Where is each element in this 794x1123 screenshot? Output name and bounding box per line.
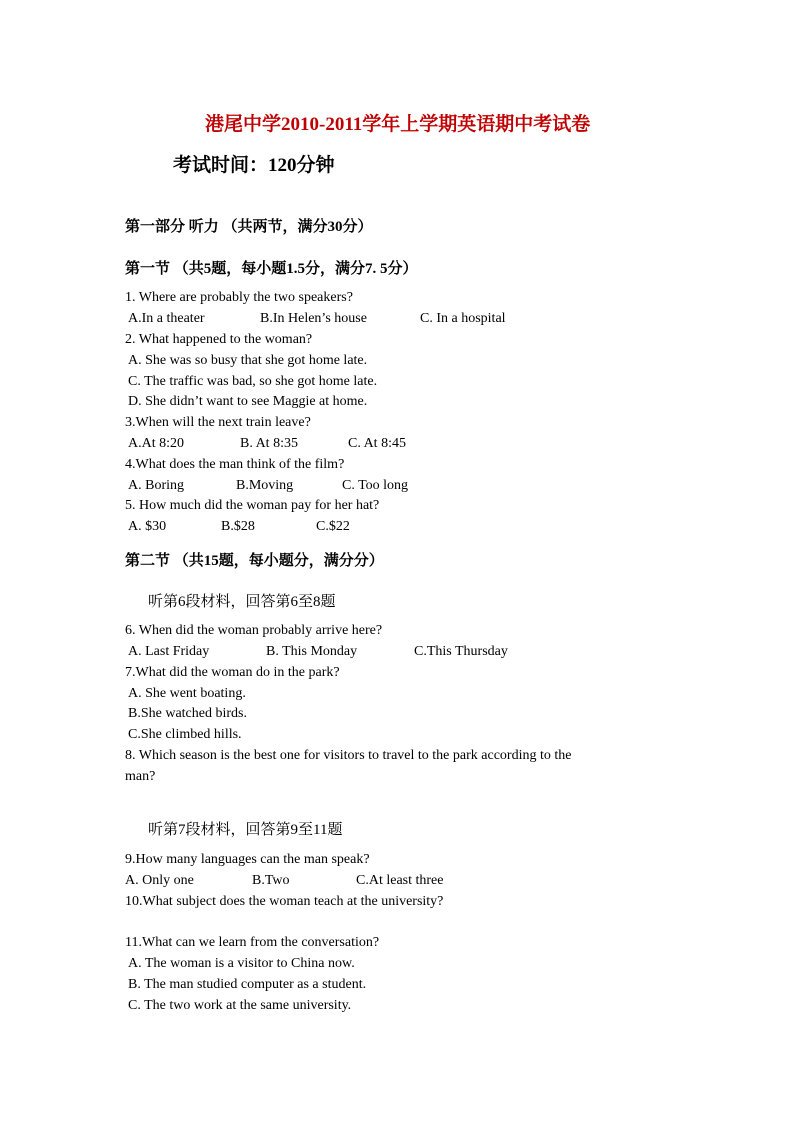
q7-option-c: C.She climbed hills. xyxy=(128,727,242,742)
section2-heading: 第二节 （共15题，每小题分，满分分） xyxy=(125,553,384,569)
q4-option-a: A. Boring xyxy=(128,478,184,493)
question-8: 8. Which season is the best one for visitors to travel to the park according to the xyxy=(125,748,572,763)
q6-option-c: C.This Thursday xyxy=(414,644,508,659)
q5-option-b: B.$28 xyxy=(221,519,255,534)
q7-option-a: A. She went boating. xyxy=(128,686,246,701)
q9-option-c: C.At least three xyxy=(356,873,444,888)
q11-option-c: C. The two work at the same university. xyxy=(128,998,352,1013)
q1-option-a: A.In a theater xyxy=(128,311,205,326)
material-6-instruction: 听第6段材料，回答第6至8题 xyxy=(148,594,336,610)
section1-heading: 第一节 （共5题，每小题1.5分，满分7. 5分） xyxy=(125,261,418,277)
q6-option-a: A. Last Friday xyxy=(128,644,210,659)
question-9: 9.How many languages can the man speak? xyxy=(125,852,370,867)
q1-option-b: B.In Helen’s house xyxy=(260,311,367,326)
question-8-continued: man? xyxy=(125,769,156,784)
q11-option-a: A. The woman is a visitor to China now. xyxy=(128,956,355,971)
q9-option-b: B.Two xyxy=(252,873,290,888)
question-11: 11.What can we learn from the conversation? xyxy=(125,935,380,950)
exam-time: 考试时间：120分钟 xyxy=(173,155,335,176)
q9-option-a: A. Only one xyxy=(125,873,194,888)
q2-option-d: D. She didn’t want to see Maggie at home. xyxy=(128,394,368,409)
q7-option-b: B.She watched birds. xyxy=(128,706,247,721)
question-5: 5. How much did the woman pay for her hat? xyxy=(125,498,380,513)
q3-option-b: B. At 8:35 xyxy=(240,436,298,451)
question-4: 4.What does the man think of the film? xyxy=(125,457,345,472)
q2-option-c: C. The traffic was bad, so she got home late. xyxy=(128,374,378,389)
q6-option-b: B. This Monday xyxy=(266,644,358,659)
q5-option-a: A. $30 xyxy=(128,519,167,534)
q11-option-b: B. The man studied computer as a student. xyxy=(128,977,367,992)
question-7: 7.What did the woman do in the park? xyxy=(125,665,340,680)
q3-option-c: C. At 8:45 xyxy=(348,436,406,451)
q3-option-a: A.At 8:20 xyxy=(128,436,184,451)
q5-option-c: C.$22 xyxy=(316,519,350,534)
question-1: 1. Where are probably the two speakers? xyxy=(125,290,353,305)
question-10: 10.What subject does the woman teach at the university? xyxy=(125,894,444,909)
exam-title: 港尾中学2010-2011学年上学期英语期中考试卷 xyxy=(205,114,591,135)
q4-option-c: C. Too long xyxy=(342,478,409,493)
question-3: 3.When will the next train leave? xyxy=(125,415,311,430)
q2-option-a: A. She was so busy that she got home late. xyxy=(128,353,368,368)
question-6: 6. When did the woman probably arrive here? xyxy=(125,623,383,638)
question-2: 2. What happened to the woman? xyxy=(125,332,313,347)
part1-heading: 第一部分 听力 （共两节，满分30分） xyxy=(125,219,373,235)
q1-option-c: C. In a hospital xyxy=(420,311,506,326)
material-7-instruction: 听第7段材料，回答第9至11题 xyxy=(148,822,343,838)
q4-option-b: B.Moving xyxy=(236,478,294,493)
